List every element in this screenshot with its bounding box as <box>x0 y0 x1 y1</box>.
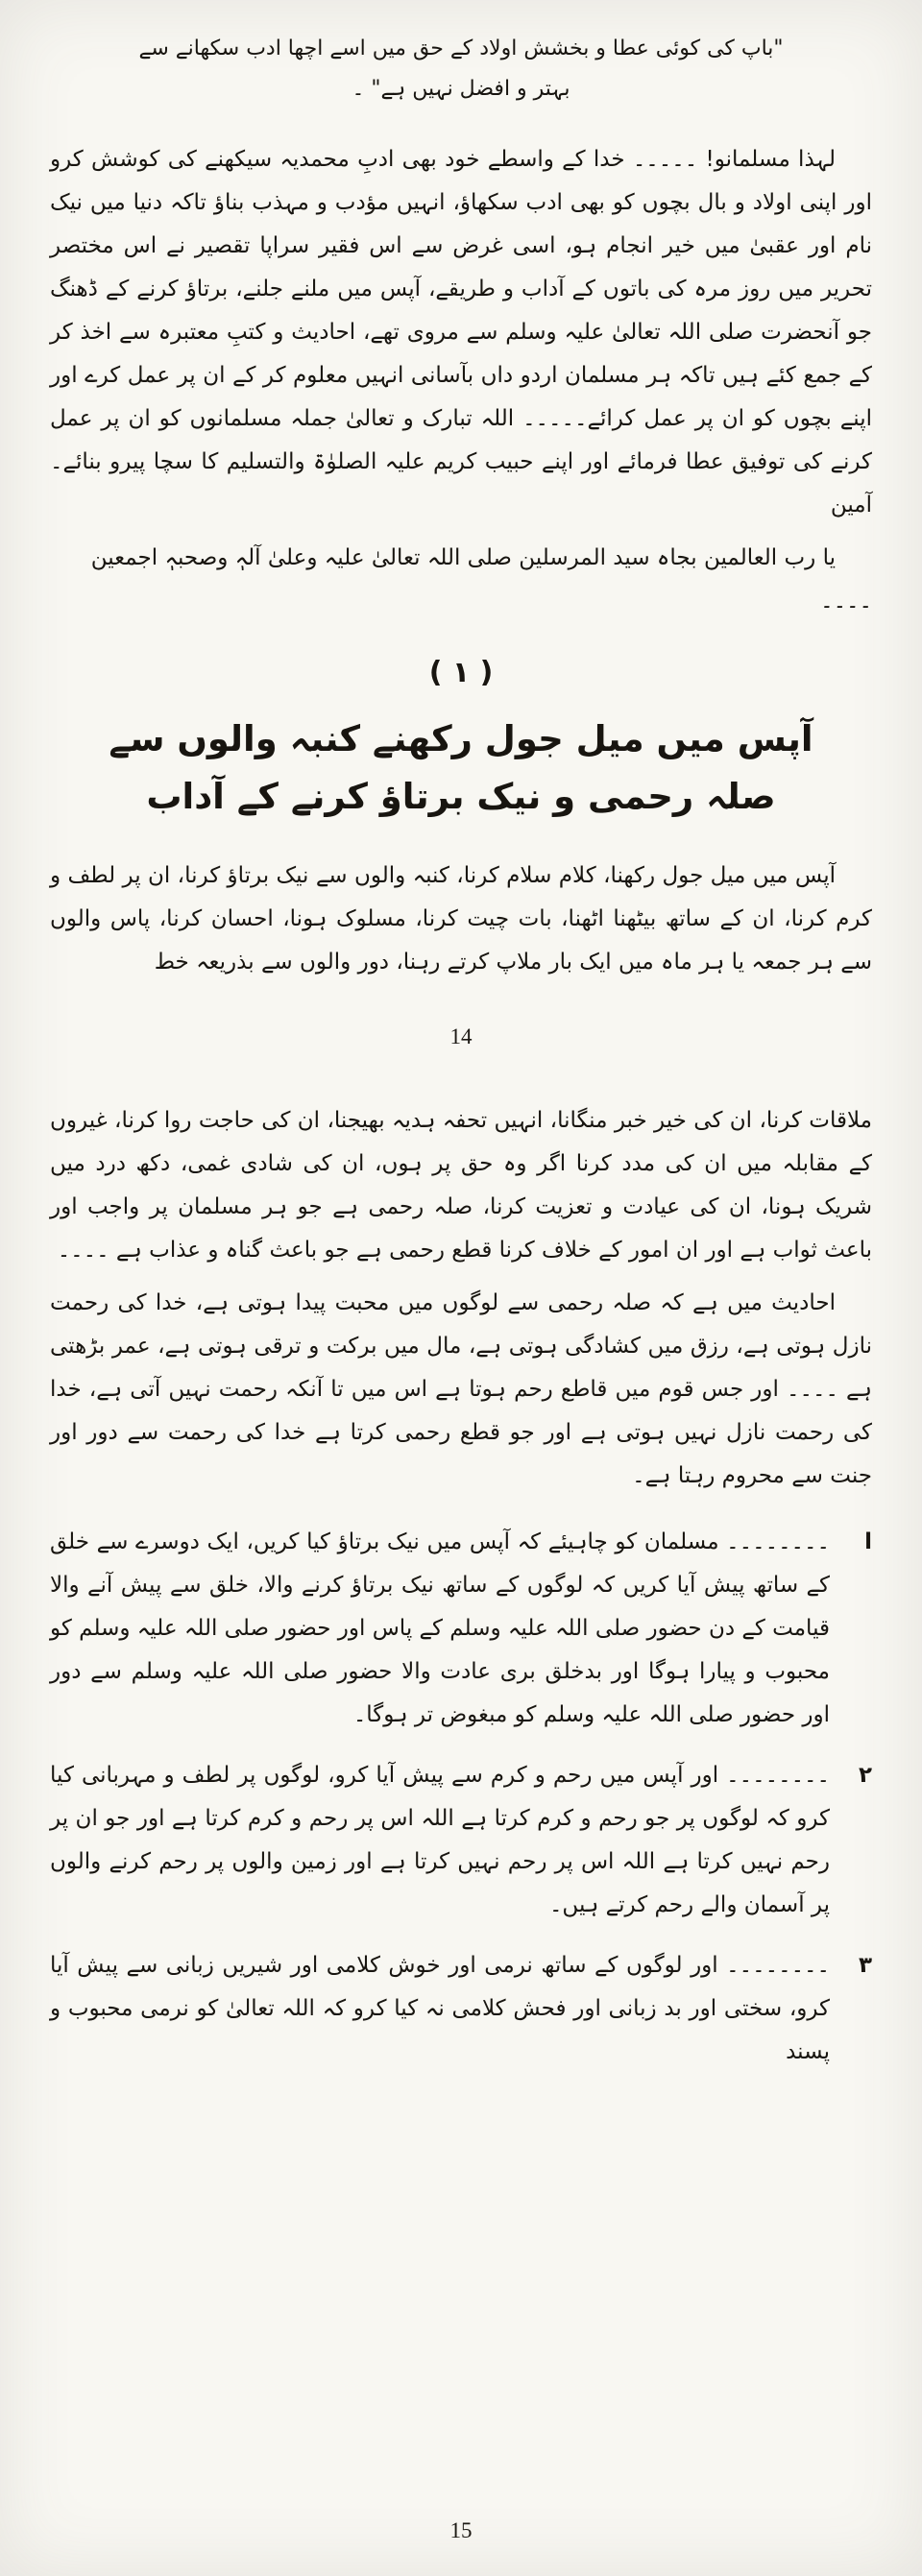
list-item <box>50 1944 872 2074</box>
paragraph-intro: لہذا مسلمانو! ۔۔۔۔۔ خدا کے واسطے خود بھی ادبِ محمدیہ سیکھنے کی کوشش کرو اور اپنی اولاد و بال بچوں کو بھی ادب سکھاؤ، انہیں مؤدب و مہذب بناؤ تاکہ دنیا میں نیک نام اور عقبیٰ میں خیر انجام ہو، اسی غرض سے اس فقیر سراپا تقصیر نے اس مختصر تحریر میں روز مرہ کی باتوں کے آداب و طریقے، آپس میں ملنے جلنے، برتاؤ کرنے کے ڈھنگ جو آنحضرت صلی اللہ تعالیٰ علیہ وسلم سے مروی تھے، احادیث و کتبِ معتبرہ سے اخذ کر کے جمع کئے ہیں تاکہ ہر مسلمان اردو داں بآسانی انہیں معلوم کر کے ان پر عمل کرے اور اپنے بچوں کو ان پر عمل کرائے۔۔۔۔۔ اللہ تبارک و تعالیٰ جملہ مسلمانوں کو ان پر عمل کرنے کی توفیق عطا فرمائے اور اپنے حبیب کریم علیہ الصلوٰۃ والتسلیم کا سچا پیرو بنائے۔ آمین <box>50 147 872 518</box>
paragraph-adab: آپس میں میل جول رکھنا، کلام سلام کرنا، کنبہ والوں سے نیک برتاؤ کرنا، ان پر لطف و کرم کرنا، ان کے ساتھ بیٹھنا اٹھنا، بات چیت کرنا، مسلوک ہونا، احسان کرنا، پاس والوں سے ہر جمعہ یا ہر ماہ میں ایک بار ملاپ کرتے رہنا، دور والوں سے بذریعہ خط <box>50 863 872 975</box>
opening-quote: "باپ کی کوئی عطا و بخشش اولاد کے حق میں اسے اچھا ادب سکھانے سے بہتر و افضل نہیں ہے" ۔ <box>138 36 784 101</box>
paragraph-ahadith: احادیث میں ہے کہ صلہ رحمی سے لوگوں میں محبت پیدا ہوتی ہے، خدا کی رحمت نازل ہوتی ہے، رزق میں کشادگی ہوتی ہے، مال میں برکت و ترقی ہوتی ہے، عمر بڑھتی ہے ۔۔۔۔ اور جس قوم میں قاطع رحم ہوتا ہے اس میں تا آنکہ رحمت نہیں آتی ہے، خدا کی رحمت نازل نہیں ہوتی ہے اور جو قطع رحمی کرتا ہے خدا کی رحمت سے دور اور جنت سے محروم رہتا ہے۔ <box>50 1290 872 1488</box>
list-item-text: ۔۔۔۔۔۔۔۔ اور لوگوں کے ساتھ نرمی اور خوش کلامی اور شیریں زبانی سے پیش آیا کرو، سختی اور بد زبانی اور فحش کلامی نہ کیا کرو کہ اللہ تعالیٰ کو نرمی محبوب و پسند <box>50 1953 830 2064</box>
list-item <box>50 1521 872 1737</box>
numbered-list <box>50 1521 872 2074</box>
list-item <box>50 1754 872 1927</box>
list-item-marker: ۳ <box>858 1953 872 1978</box>
section-number: ( ۱ ) <box>428 656 494 689</box>
list-item-marker: ۲ <box>858 1763 872 1788</box>
list-item-text: ۔۔۔۔۔۔۔۔ اور آپس میں رحم و کرم سے پیش آیا کرو، لوگوں پر لطف و مہربانی کیا کرو کہ لوگوں پر جو رحم و کرم کرتا ہے اللہ اس پر رحم و کرم کرتا ہے اور جو ان پر رحم نہیں کرتا ہے اللہ اس پر رحم نہیں کرتا ہے اور زمین والوں پر رحم کرنے والوں پر آسمان والے رحم کرتے ہیں۔ <box>50 1763 830 1917</box>
paragraph-continuation: ملاقات کرنا، ان کی خیر خبر منگانا، انہیں تحفہ ہدیہ بھیجنا، ان کی حاجت روا کرنا، غیروں کے مقابلہ میں ان کی مدد کرنا اگر وہ حق پر ہوں، ان کی شادی غمی، دکھ درد میں شریک ہونا، ان کی عیادت و تعزیت کرنا، صلہ رحمی ہے جو ہر مسلمان پر واجب اور باعث ثواب ہے اور ان امور کے خلاف کرنا قطع رحمی ہے جو باعث گناہ و عذاب ہے ۔۔۔۔ <box>50 1108 872 1263</box>
chapter-heading: آپس میں میل جول رکھنے کنبہ والوں سے صلہ رحمی و نیک برتاؤ کرنے کے آداب <box>109 718 813 817</box>
prayer-line: یا رب العالمین بجاہ سید المرسلین صلی اللہ تعالیٰ علیہ وعلیٰ آلہٖ وصحبہٖ اجمعین ۔۔۔۔ <box>90 545 872 614</box>
list-item-marker: ا <box>864 1529 872 1554</box>
page-number-top: 14 <box>449 1024 473 1048</box>
list-item-text: ۔۔۔۔۔۔۔۔ مسلمان کو چاہیئے کہ آپس میں نیک برتاؤ کیا کریں، ایک دوسرے سے خلق کے ساتھ پیش آیا کریں کہ لوگوں کے ساتھ نیک برتاؤ کرنے والا، خلق سے پیش آنے والا قیامت کے دن حضور صلی اللہ علیہ وسلم کے پاس اور حضور صلی اللہ علیہ وسلم کو محبوب و پیارا ہوگا اور بدخلق بری عادت والا حضور صلی اللہ علیہ وسلم سے دور اور حضور صلی اللہ علیہ وسلم کو مبغوض تر ہوگا۔ <box>50 1529 830 1727</box>
page-number-bottom: 15 <box>449 2518 473 2542</box>
